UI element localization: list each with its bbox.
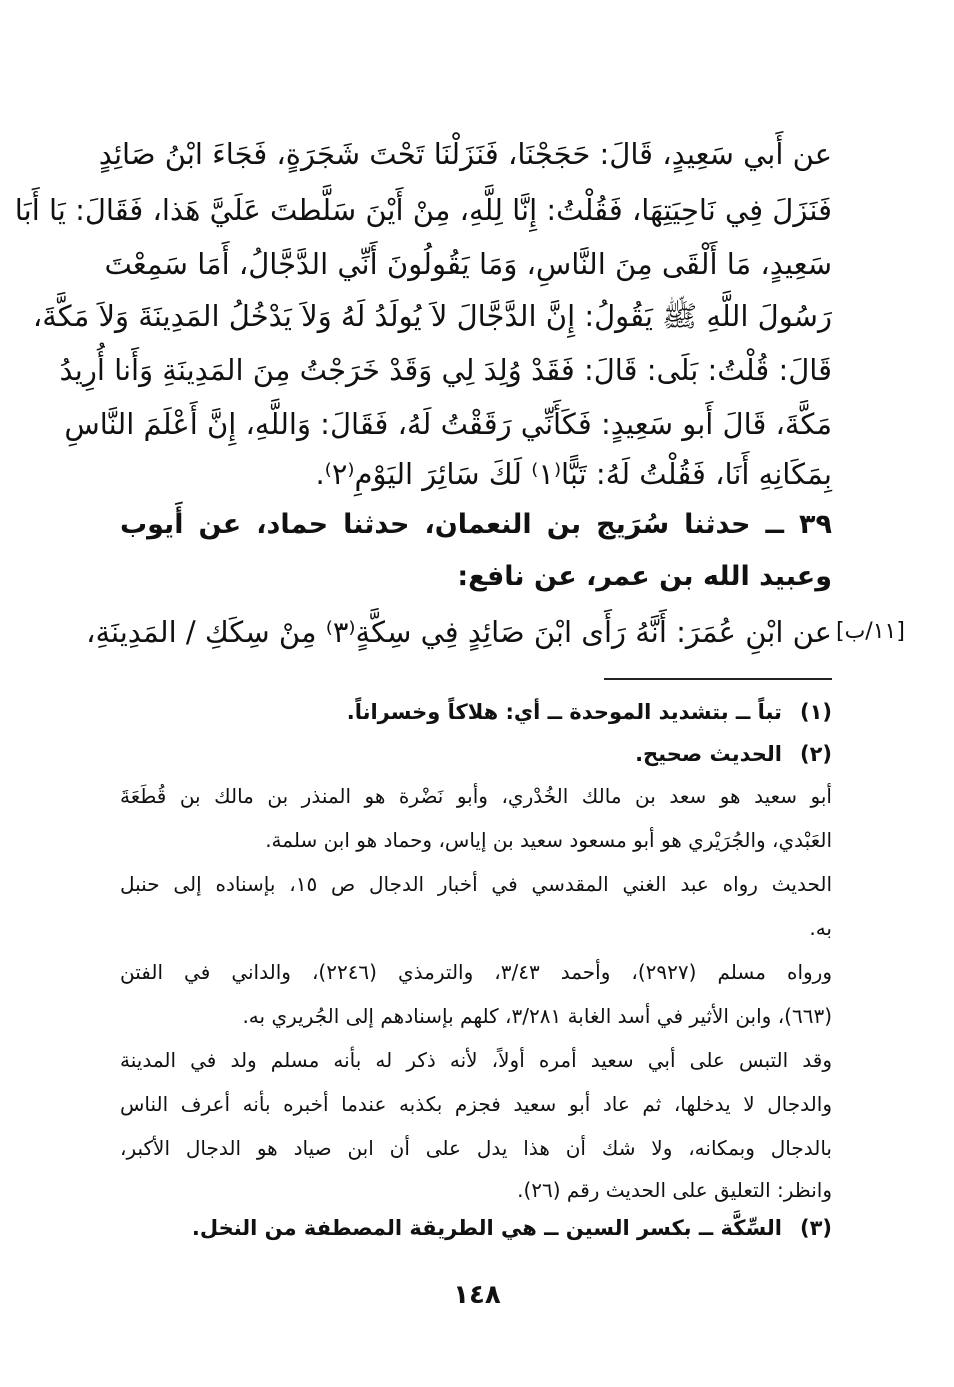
footnote-line: بالدجال وبمكانه، ولا شك أن هذا يدل على أن ابن صياد هو الدجال الأكبر، [120, 1136, 832, 1160]
footnote-number: (٣) [799, 1216, 832, 1240]
footnote-2 [120, 734, 832, 774]
footnote-line: العَبْدي، والجُرَيْري هو أبو مسعود سعيد بن إياس، وحماد هو ابن سلمة. [265, 828, 832, 852]
footnote-number: (١) [799, 700, 832, 724]
main-text-line: قَالَ: قُلْتُ: بَلَى: قَالَ: فَقَدْ وُلِدَ لِي وَقَدْ خَرَجْتُ مِنَ المَدِينَةِ وَأَنا أُرِيدُ [59, 353, 832, 387]
footnote-line: ورواه مسلم (٢٩٢٧)، وأحمد ٣/٤٣، والترمذي (٢٢٤٦)، والداني في الفتن [120, 960, 832, 984]
main-text-line: رَسُولَ اللَّهِ ﷺ يَقُولُ: إِنَّ الدَّجَّالَ لاَ يُولَدُ لَهُ وَلاَ يَدْخُلُ المَدِينَةَ وَلاَ مَكَّةَ، [32, 299, 832, 333]
footnote-line: به. [809, 916, 832, 940]
footnote-line: والدجال لا يدخلها، ثم عاد أبو سعيد فجزم بكذبه عندما أخبره بأنه أعرف الناس [120, 1092, 832, 1116]
footnote-line: (٦٦٣)، وابن الأثير في أسد الغابة ٣/٢٨١، كلهم بإسنادهم إلى الجُريري به. [242, 1004, 832, 1028]
main-text-line: سَعِيدٍ، مَا أَلْقَى مِنَ النَّاسِ، وَمَا يَقُولُونَ أَنِّي الدَّجَّالُ، أَمَا سَمِعْتَ [104, 247, 832, 281]
footnote-line: وقد التبس على أبي سعيد أمره أولاً، لأنه ذكر له بأنه مسلم ولد في المدينة [120, 1048, 832, 1072]
main-text-line: عن أَبي سَعِيدٍ، قَالَ: حَجَجْنَا، فَنَزَلْنَا تَحْتَ شَجَرَةٍ، فَجَاءَ ابْنُ صَائِدٍ [98, 137, 832, 171]
hadith-text-line: عن ابْنِ عُمَرَ: أَنَّهُ رَأَى ابْنَ صَائِدٍ فِي سِكَّةٍ⁽٣⁾ مِنْ سِكَكِ / المَدِينَةِ، [86, 615, 832, 649]
footnote-text: السِّكَّة ــ بكسر السين ــ هي الطريقة المصطفة من النخل. [191, 1216, 782, 1240]
main-text-line: فَنَزَلَ فِي نَاحِيَتِهَا، فَقُلْتُ: إِنَّا لِلَّهِ، مِنْ أَيْنَ سَلَّطتَ عَلَيَّ هَذا، فَقَالَ: يَا أَبَا [14, 193, 832, 227]
footnote-separator [604, 678, 832, 680]
manuscript-folio-ref: [١١/ب] [836, 619, 905, 644]
footnote-grade: الحديث صحيح. [635, 742, 782, 766]
main-text-line: مَكَّةَ، قَالَ أَبو سَعِيدٍ: فَكَأَنِّي رَقَقْتُ لَهُ، فَقَالَ: وَاللَّهِ، إِنَّ أَعْلَمَ النَّاسِ [64, 407, 832, 441]
footnote-text: تباً ــ بتشديد الموحدة ــ أي: هلاكاً وخسراناً. [346, 700, 782, 724]
hadith-isnad-line: ٣٩ ــ حدثنا سُرَيج بن النعمان، حدثنا حماد، عن أَيوب [120, 509, 832, 540]
main-text-line: بِمَكَانِهِ أَنَا، فَقُلْتُ لَهُ: تَبًّا⁽١⁾ لَكَ سَائِرَ اليَوْمِ⁽٢⁾. [315, 457, 832, 491]
footnote-line: الحديث رواه عبد الغني المقدسي في أخبار الدجال ص ١٥، بإسناده إلى حنبل [120, 872, 833, 896]
footnote-1 [120, 692, 832, 732]
footnote-line: وانظر: التعليق على الحديث رقم (٢٦). [517, 1178, 832, 1202]
hadith-isnad-line: وعبيد الله بن عمر، عن نافع: [457, 561, 832, 592]
footnote-3 [120, 1208, 832, 1248]
footnote-line: أبو سعيد هو سعد بن مالك الخُدْري، وأبو نَضْرة هو المنذر بن مالك بن قُطَعَةَ [120, 784, 832, 808]
page-number: ١٤٨ [453, 1280, 501, 1310]
footnote-number: (٢) [799, 742, 832, 766]
